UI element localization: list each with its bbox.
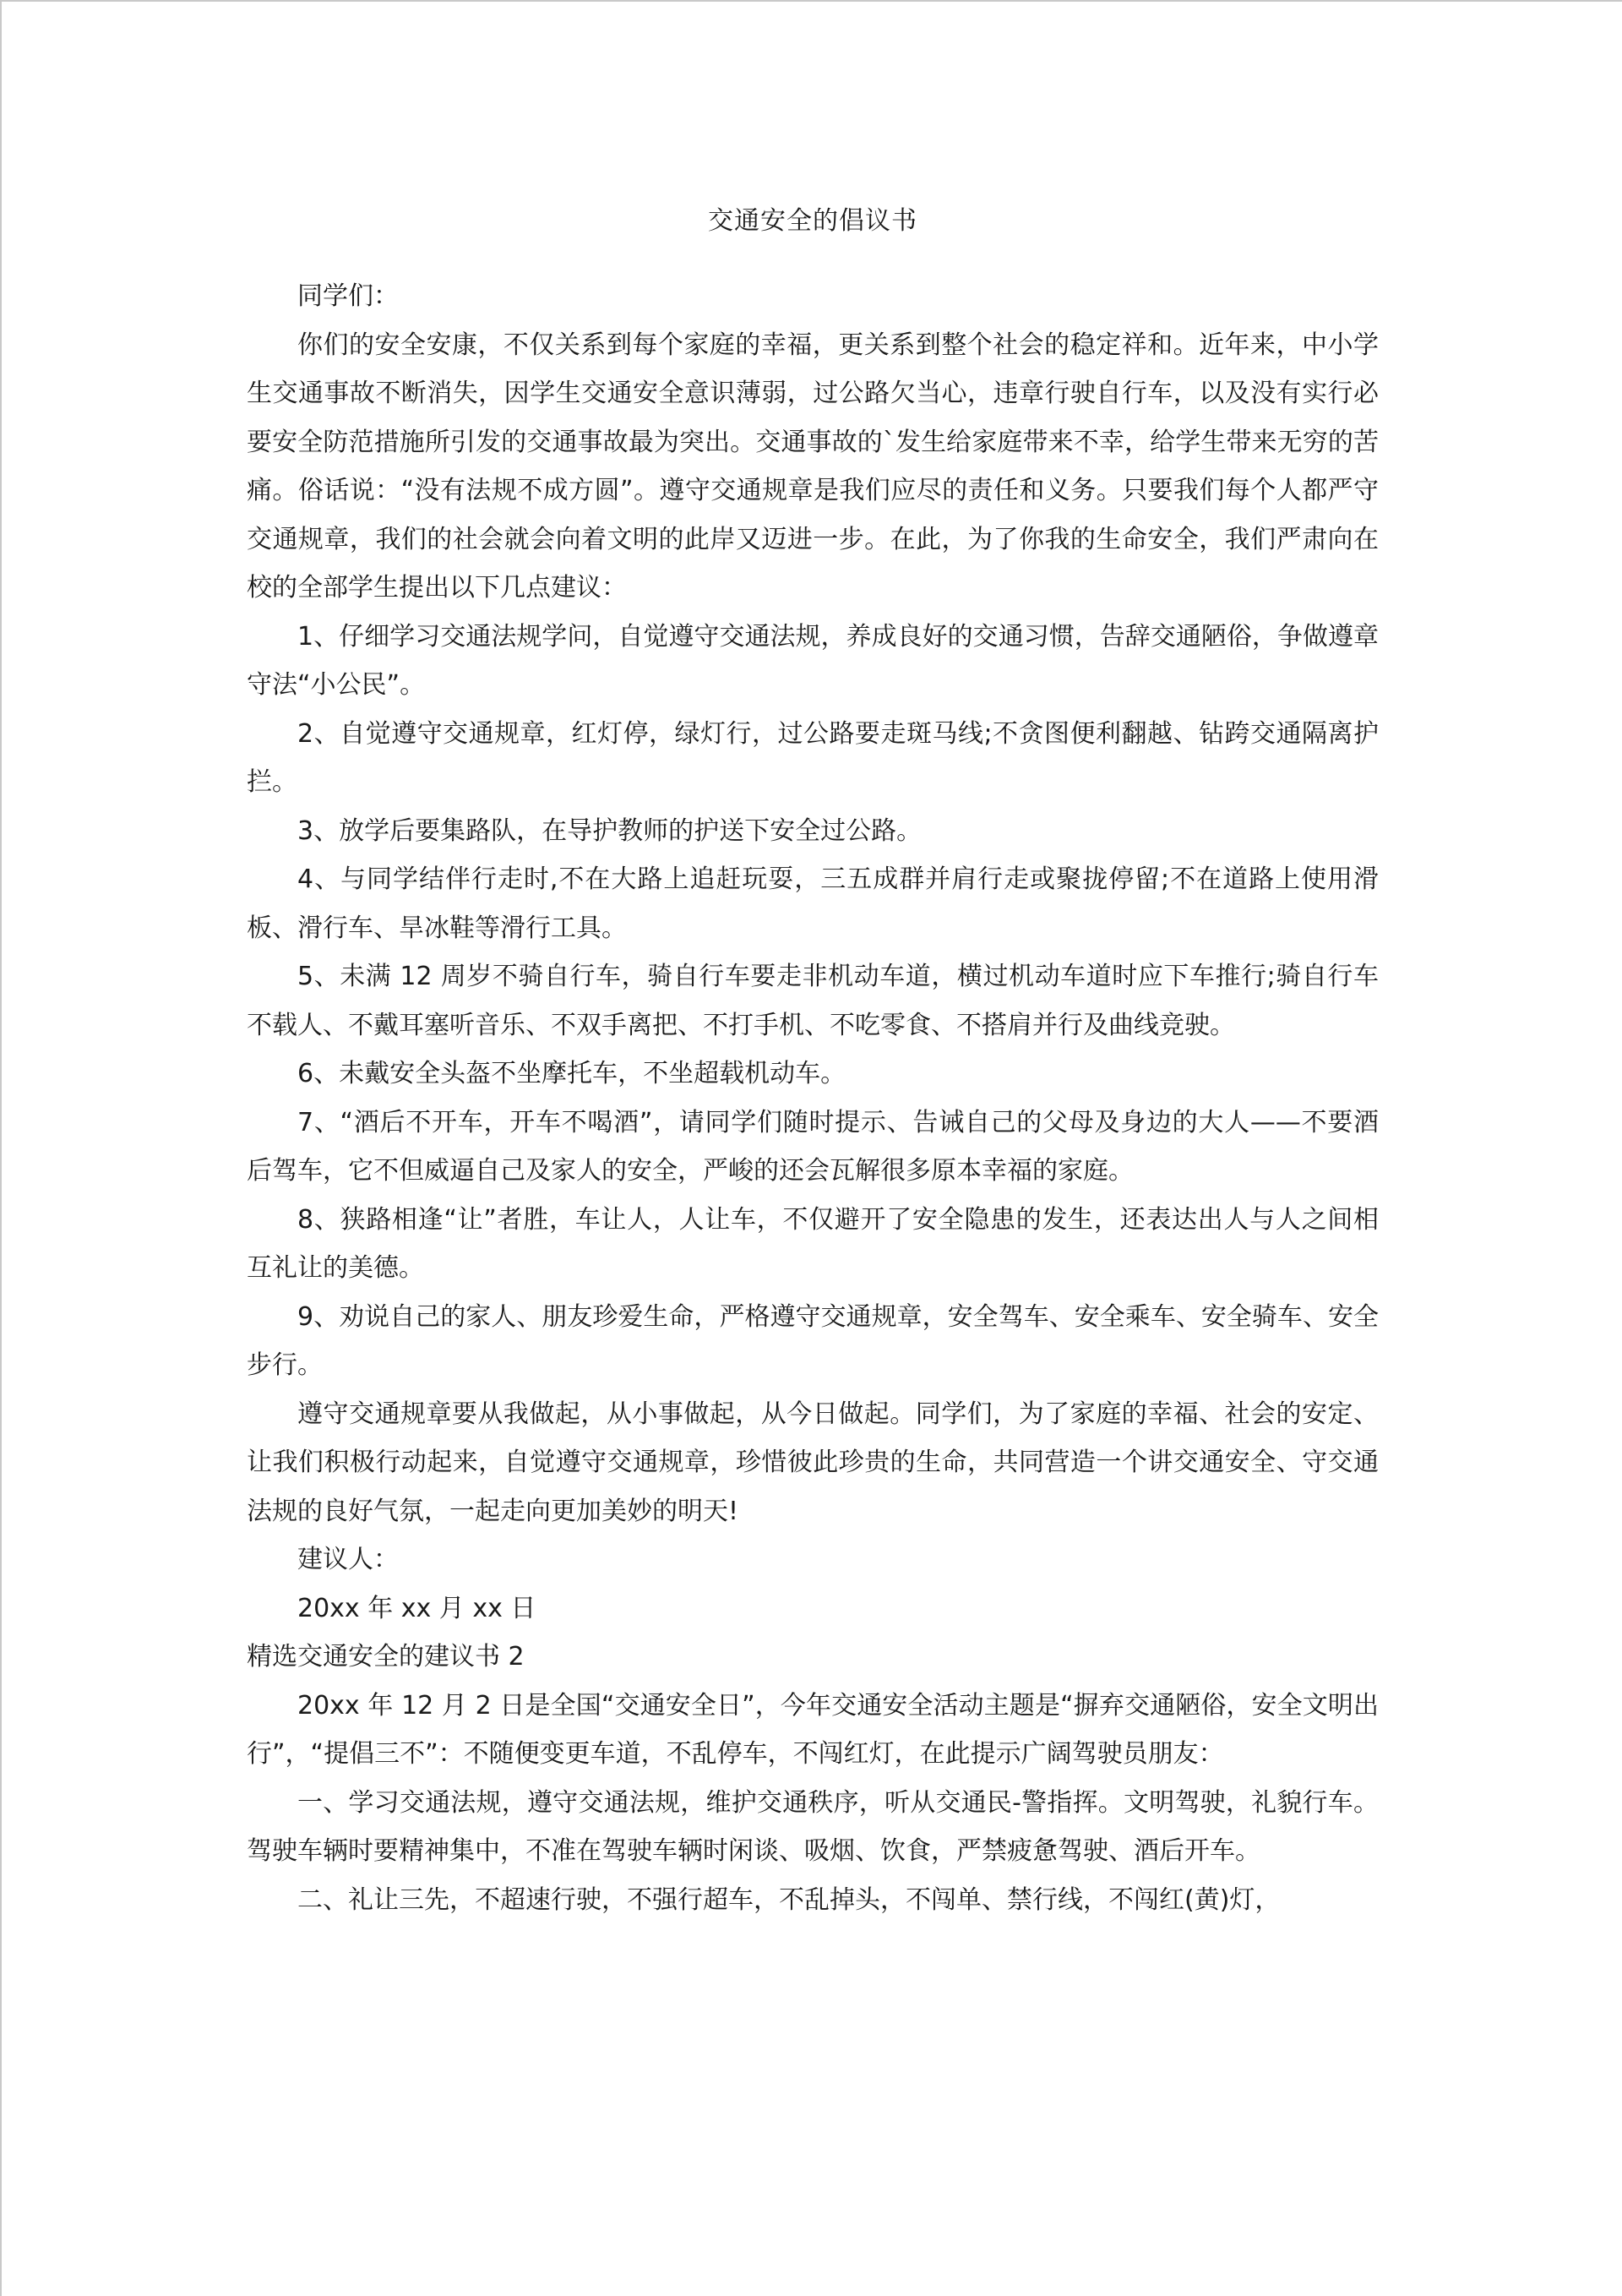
paragraph: 4、与同学结伴行走时,不在大路上追赶玩耍，三五成群并肩行走或聚拢停留;不在道路上使用滑板、滑行车、旱冰鞋等滑行工具。	[247, 864, 1379, 943]
paragraph: 20xx 年 xx 月 xx 日	[297, 1593, 536, 1623]
paragraph: 5、未满 12 周岁不骑自行车，骑自行车要走非机动车道，横过机动车道时应下车推行;骑自行车不载人、不戴耳塞听音乐、不双手离把、不打手机、不吃零食、不搭肩并行及曲线竞驶。	[247, 962, 1379, 1040]
document-title: 交通安全的倡议书	[708, 206, 917, 236]
paragraph: 建议人：	[297, 1545, 399, 1574]
paragraph: 遵守交通规章要从我做起，从小事做起，从今日做起。同学们，为了家庭的幸福、社会的安定、让我们积极行动起来，自觉遵守交通规章，珍惜彼此珍贵的生命，共同营造一个讲交通安全、守交通法规的良好气氛，一起走向更加美妙的明天!	[247, 1399, 1379, 1526]
paragraph: 20xx 年 12 月 2 日是全国“交通安全日”，今年交通安全活动主题是“摒弃交通陋俗，安全文明出行”，“提倡三不”：不随便变更车道，不乱停车，不闯红灯，在此提示广阔驾驶员朋友：	[247, 1690, 1379, 1769]
paragraph: 2、自觉遵守交通规章，红灯停，绿灯行，过公路要走斑马线;不贪图便利翻越、钻跨交通隔离护拦。	[247, 718, 1379, 797]
paragraph: 3、放学后要集路队，在导护教师的护送下安全过公路。	[297, 815, 923, 846]
paragraph: 一、学习交通法规，遵守交通法规，维护交通秩序，听从交通民-警指挥。文明驾驶，礼貌行车。驾驶车辆时要精神集中，不准在驾驶车辆时闲谈、吸烟、饮食，严禁疲惫驾驶、酒后开车。	[247, 1787, 1379, 1866]
paragraph: 二、礼让三先，不超速行驶，不强行超车，不乱掉头，不闯单、禁行线，不闯红(黄)灯，	[297, 1884, 1281, 1915]
paragraph: 6、未戴安全头盔不坐摩托车，不坐超载机动车。	[297, 1059, 846, 1088]
paragraph: 同学们：	[297, 281, 399, 311]
paragraph: 7、“酒后不开车，开车不喝酒”，请同学们随时提示、告诫自己的父母及身边的大人——不要酒后驾车，它不但威逼自己及家人的安全，严峻的还会瓦解很多原本幸福的家庭。	[247, 1107, 1379, 1186]
paragraph: 9、劝说自己的家人、朋友珍爱生命，严格遵守交通规章，安全驾车、安全乘车、安全骑车、安全步行。	[247, 1301, 1379, 1380]
paragraph: 8、狭路相逢“让”者胜，车让人，人让车，不仅避开了安全隐患的发生，还表达出人与人之间相互礼让的美德。	[247, 1204, 1379, 1283]
paragraph: 1、仔细学习交通法规学问，自觉遵守交通法规，养成良好的交通习惯，告辞交通陋俗，争做遵章守法“小公民”。	[247, 621, 1379, 700]
paragraph: 你们的安全安康，不仅关系到每个家庭的幸福，更关系到整个社会的稳定祥和。近年来，中小学生交通事故不断消失，因学生交通安全意识薄弱，过公路欠当心，违章行驶自行车，以及没有实行必要安全防范措施所引发的交通事故最为突出。交通事故的`发生给家庭带来不幸，给学生带来无穷的苦痛。俗话说：“没有法规不成方圆”。遵守交通规章是我们应尽的责任和义务。只要我们每个人都严守交通规章，我们的社会就会向着文明的此岸又迈进一步。在此，为了你我的生命安全，我们严肃向在校的全部学生提出以下几点建议：	[247, 330, 1379, 603]
section-heading: 精选交通安全的建议书 2	[247, 1642, 525, 1672]
document-body	[247, 272, 1379, 1924]
